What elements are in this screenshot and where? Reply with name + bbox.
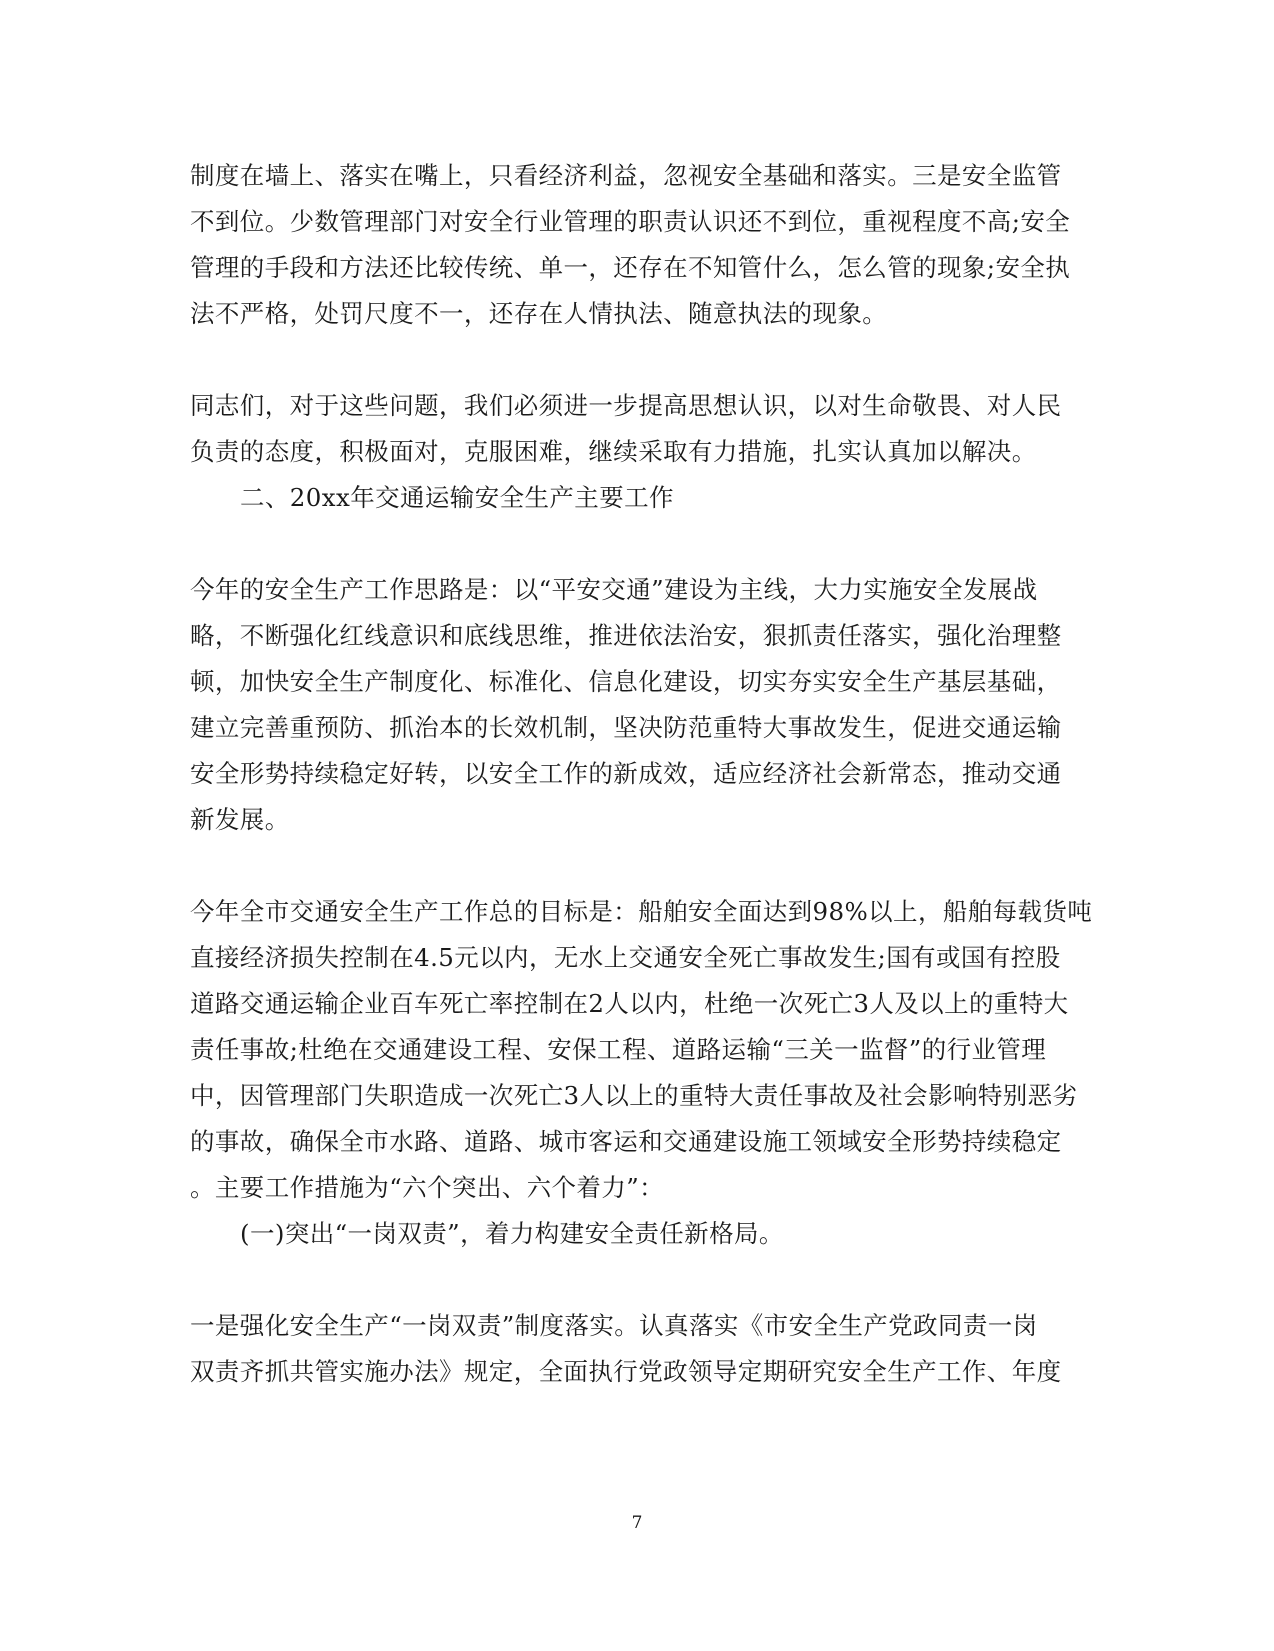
text-line: 双责齐抓共管实施办法》规定，全面执行党政领导定期研究安全生产工作、年度 <box>190 1357 1062 1386</box>
section-heading: (一)突出“一岗双责”，着力构建安全责任新格局。 <box>240 1219 784 1248</box>
text-line: 略，不断强化红线意识和底线思维，推进依法治安，狠抓责任落实，强化治理整 <box>190 621 1062 650</box>
text-line: 责任事故;杜绝在交通建设工程、安保工程、道路运输“三关一监督”的行业管理 <box>190 1035 1047 1064</box>
text-line: 新发展。 <box>190 805 290 834</box>
text-line: 安全形势持续稳定好转，以安全工作的新成效，适应经济社会新常态，推动交通 <box>190 759 1062 788</box>
text-line: 的事故，确保全市水路、道路、城市客运和交通建设施工领域安全形势持续稳定 <box>190 1127 1062 1156</box>
text-line: 制度在墙上、落实在嘴上，只看经济利益，忽视安全基础和落实。三是安全监管 <box>190 161 1062 190</box>
text-line: 顿，加快安全生产制度化、标准化、信息化建设，切实夯实安全生产基层基础， <box>190 667 1062 696</box>
section-heading: 二、20xx年交通运输安全生产主要工作 <box>240 483 674 512</box>
text-line: 道路交通运输企业百车死亡率控制在2人以内，杜绝一次死亡3人及以上的重特大 <box>190 989 1069 1018</box>
text-line: 负责的态度，积极面对，克服困难，继续采取有力措施，扎实认真加以解决。 <box>190 437 1037 466</box>
text-line: 法不严格，处罚尺度不一，还存在人情执法、随意执法的现象。 <box>190 299 888 328</box>
text-line: 中，因管理部门失职造成一次死亡3人以上的重特大责任事故及社会影响特别恶劣 <box>190 1081 1078 1110</box>
text-line: 建立完善重预防、抓治本的长效机制，坚决防范重特大事故发生，促进交通运输 <box>190 713 1062 742</box>
page-number: 7 <box>631 1513 643 1533</box>
text-line: 同志们，对于这些问题，我们必须进一步提高思想认识，以对生命敬畏、对人民 <box>190 391 1062 420</box>
text-line: 今年的安全生产工作思路是：以“平安交通”建设为主线，大力实施安全发展战 <box>190 575 1038 604</box>
text-line: 直接经济损失控制在4.5元以内，无水上交通安全死亡事故发生;国有或国有控股 <box>190 943 1061 972</box>
text-line: 一是强化安全生产“一岗双责”制度落实。认真落实《市安全生产党政同责一岗 <box>190 1311 1038 1340</box>
text-line: 今年全市交通安全生产工作总的目标是：船舶安全面达到98%以上，船舶每载货吨 <box>190 897 1093 926</box>
text-line: 。主要工作措施为“六个突出、六个着力”： <box>190 1173 665 1202</box>
text-line: 不到位。少数管理部门对安全行业管理的职责认识还不到位，重视程度不高;安全 <box>190 207 1071 236</box>
text-line: 管理的手段和方法还比较传统、单一，还存在不知管什么，怎么管的现象;安全执 <box>190 253 1071 282</box>
